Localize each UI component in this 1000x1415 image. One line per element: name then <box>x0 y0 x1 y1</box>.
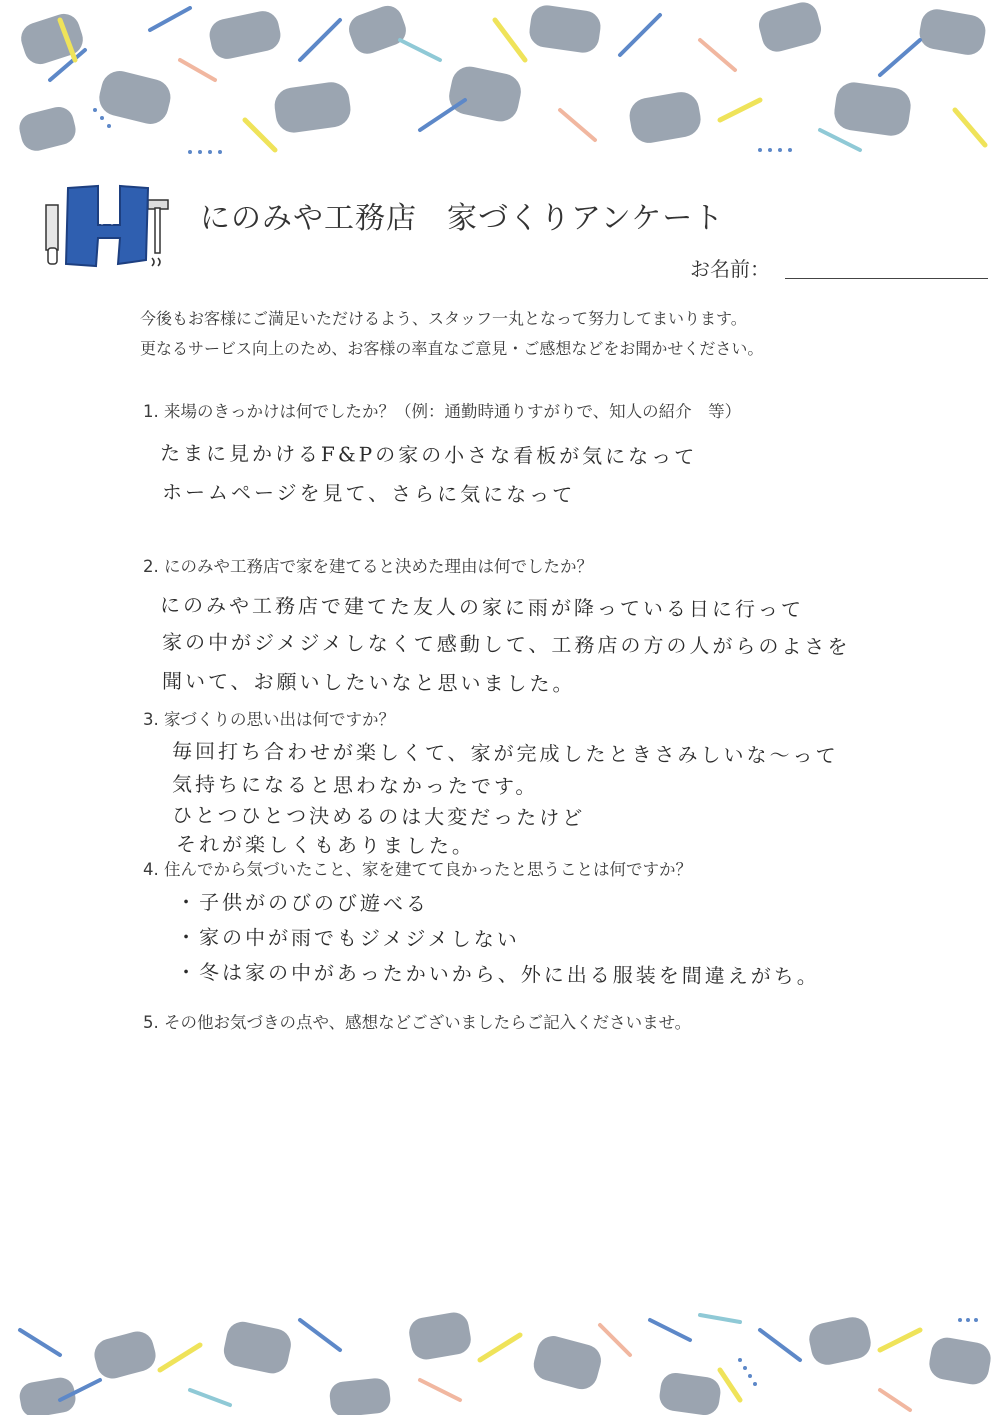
name-input-line[interactable] <box>785 278 988 279</box>
question-5: 5. その他お気づきの点や、感想などございましたらご記入くださいませ。 <box>143 1013 692 1032</box>
answer-line: 毎回打ち合わせが楽しくて、家が完成したときさみしいな〜って <box>171 739 839 768</box>
page-title <box>200 193 724 237</box>
company-name: にのみや工務店 <box>200 201 417 236</box>
question-4: 4. 住んでから気づいたこと、家を建てて良かったと思うことは何ですか？ <box>143 860 692 879</box>
company-logo <box>40 180 175 275</box>
answer-line: ・冬は家の中があったかいから、外に出る服装を間違えがち。 <box>175 960 820 989</box>
answer-line: ・家の中が雨でもジメジメしない <box>175 925 520 952</box>
saw-icon <box>46 205 58 264</box>
answer-line: ひとつひとつ決めるのは大変だったけど <box>171 803 586 830</box>
intro-line: 更なるサービス向上のため、お客様の率直なご意見・ご感想などをお聞かせください。 <box>140 339 764 358</box>
answer-line: 聞いて、お願いしたいなと思いました。 <box>161 669 576 696</box>
hammer-icon <box>148 200 168 253</box>
name-label: お名前： <box>690 257 770 281</box>
intro-text <box>140 304 763 364</box>
question-2: 2. にのみや工務店で家を建てると決めた理由は何でしたか？ <box>143 557 593 576</box>
answer-line: ホームページを見て、さらに気になって <box>161 480 576 507</box>
top-decorative-band <box>0 0 1000 165</box>
answer-line: 気持ちになると思わなかったです。 <box>171 772 539 799</box>
answer-line: たまに見かけるF&Pの家の小さな看板が気になって <box>159 441 698 469</box>
bottom-decorative-band <box>0 1300 1000 1415</box>
svg-text:N: N <box>108 270 109 271</box>
name-field-row <box>690 253 988 283</box>
answer-line: それが楽しくもありました。 <box>175 832 476 859</box>
answer-line: ・子供がのびのび遊べる <box>175 890 430 916</box>
answer-line: にのみや工務店で建てた友人の家に雨が降っている日に行って <box>159 593 805 622</box>
question-1: 1. 来場のきっかけは何でしたか？（例：通勤時通りすがりで、知人の紹介 等） <box>143 402 742 421</box>
answer-line: 家の中がジメジメしなくて感動して、工務店の方の人がらのよさを <box>161 630 851 659</box>
intro-line: 今後もお客様にご満足いただけるよう、スタッフ一丸となって努力してまいります。 <box>140 309 747 328</box>
question-3: 3. 家づくりの思い出は何ですか？ <box>143 710 395 729</box>
survey-title: 家づくりアンケート <box>447 201 725 236</box>
